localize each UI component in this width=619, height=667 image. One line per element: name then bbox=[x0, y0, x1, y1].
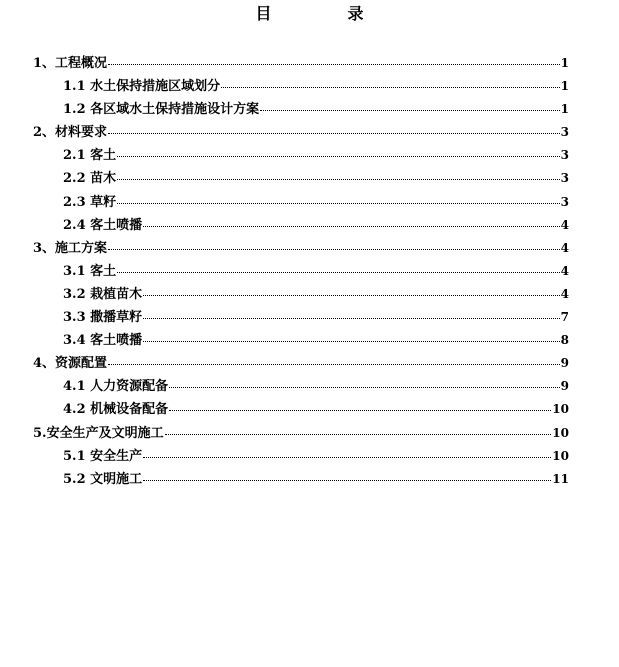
toc-entry-text: 3.4 客土喷播 bbox=[63, 333, 143, 349]
toc-dot-leader bbox=[117, 142, 559, 157]
toc-entry-text: 2.4 客土喷播 bbox=[63, 217, 143, 233]
toc-entry-text: 5.安全生产及文明施工 bbox=[33, 425, 164, 441]
toc-dot-leader bbox=[117, 258, 559, 273]
toc-dot-leader bbox=[143, 327, 559, 342]
toc-entry-page-number: 10 bbox=[552, 425, 569, 440]
toc-entry-page-number: 1 bbox=[560, 56, 569, 70]
toc-dot-leader bbox=[143, 212, 559, 227]
toc-entry-chapter[interactable] bbox=[33, 52, 569, 75]
toc-dot-leader bbox=[117, 189, 559, 204]
toc-dot-leader bbox=[143, 281, 559, 296]
toc-title: 目 录 bbox=[255, 4, 394, 23]
toc-entry-section[interactable] bbox=[33, 283, 569, 306]
toc-dot-leader bbox=[169, 373, 559, 388]
toc-entry-page-number: 3 bbox=[560, 125, 569, 140]
toc-entry-section[interactable] bbox=[33, 329, 569, 352]
toc-entry-text: 4、资源配置 bbox=[33, 356, 108, 372]
toc-entry-section[interactable] bbox=[33, 468, 569, 491]
toc-entry-page-number: 1 bbox=[560, 102, 569, 117]
toc-entry-text: 4.2 机械设备配备 bbox=[63, 402, 169, 418]
toc-dot-leader bbox=[143, 466, 551, 481]
toc-entry-text: 1、工程概况 bbox=[33, 56, 108, 71]
toc-entry-text: 2.3 草籽 bbox=[63, 194, 117, 210]
toc-dot-leader bbox=[143, 304, 559, 319]
toc-entry-section[interactable] bbox=[33, 214, 569, 237]
toc-entry-text: 2.2 苗木 bbox=[63, 171, 117, 187]
toc-entry-page-number: 3 bbox=[560, 171, 569, 186]
toc-entry-page-number: 1 bbox=[560, 79, 569, 94]
toc-entry-section[interactable] bbox=[33, 375, 569, 398]
toc-entry-page-number: 3 bbox=[560, 194, 569, 209]
toc-dot-leader bbox=[260, 96, 559, 111]
toc-entry-section[interactable] bbox=[33, 306, 569, 329]
toc-entry-text: 2、材料要求 bbox=[33, 125, 108, 141]
toc-entry-page-number: 10 bbox=[552, 402, 569, 417]
toc-entry-section[interactable] bbox=[33, 144, 569, 167]
toc-dot-leader bbox=[143, 443, 551, 458]
toc-entry-page-number: 4 bbox=[560, 286, 569, 301]
toc-entry-chapter[interactable] bbox=[33, 121, 569, 144]
toc-entry-section[interactable] bbox=[33, 98, 569, 121]
toc-entry-text: 5.2 文明施工 bbox=[63, 471, 143, 487]
toc-entry-chapter[interactable] bbox=[33, 352, 569, 375]
toc-entry-page-number: 4 bbox=[560, 263, 569, 278]
toc-entry-text: 1.2 各区域水土保持措施设计方案 bbox=[63, 102, 260, 118]
toc-entry-page-number: 10 bbox=[552, 448, 569, 463]
toc-entry-section[interactable] bbox=[33, 75, 569, 98]
toc-entry-text: 3.1 客土 bbox=[63, 263, 117, 279]
toc-dot-leader bbox=[108, 350, 560, 365]
toc-entry-page-number: 4 bbox=[560, 217, 569, 232]
toc-entry-text: 5.1 安全生产 bbox=[63, 448, 143, 464]
toc-list bbox=[33, 52, 569, 491]
toc-entry-page-number: 11 bbox=[552, 471, 569, 486]
toc-entry-section[interactable] bbox=[33, 445, 569, 468]
toc-entry-chapter[interactable] bbox=[33, 422, 569, 445]
toc-dot-leader bbox=[108, 50, 560, 65]
toc-entry-chapter[interactable] bbox=[33, 237, 569, 260]
toc-entry-page-number: 3 bbox=[560, 148, 569, 163]
toc-entry-page-number: 4 bbox=[560, 240, 569, 255]
toc-dot-leader bbox=[221, 73, 559, 88]
toc-entry-text: 4.1 人力资源配备 bbox=[63, 379, 169, 395]
toc-entry-text: 3.2 栽植苗木 bbox=[63, 286, 143, 302]
toc-entry-text: 3.3 撒播草籽 bbox=[63, 310, 143, 326]
toc-entry-text: 1.1 水土保持措施区域划分 bbox=[63, 79, 221, 95]
toc-dot-leader bbox=[117, 165, 559, 180]
toc-entry-section[interactable] bbox=[33, 191, 569, 214]
toc-entry-text: 3、施工方案 bbox=[33, 240, 108, 256]
toc-entry-page-number: 7 bbox=[560, 310, 569, 325]
toc-entry-page-number: 8 bbox=[560, 333, 569, 348]
toc-dot-leader bbox=[165, 420, 552, 435]
toc-dot-leader bbox=[108, 119, 560, 134]
toc-entry-page-number: 9 bbox=[560, 356, 569, 371]
toc-entry-section[interactable] bbox=[33, 398, 569, 421]
toc-entry-page-number: 9 bbox=[560, 379, 569, 394]
toc-entry-text: 2.1 客土 bbox=[63, 148, 117, 164]
toc-dot-leader bbox=[169, 396, 551, 411]
toc-entry-section[interactable] bbox=[33, 167, 569, 190]
toc-entry-section[interactable] bbox=[33, 260, 569, 283]
toc-dot-leader bbox=[108, 235, 560, 250]
